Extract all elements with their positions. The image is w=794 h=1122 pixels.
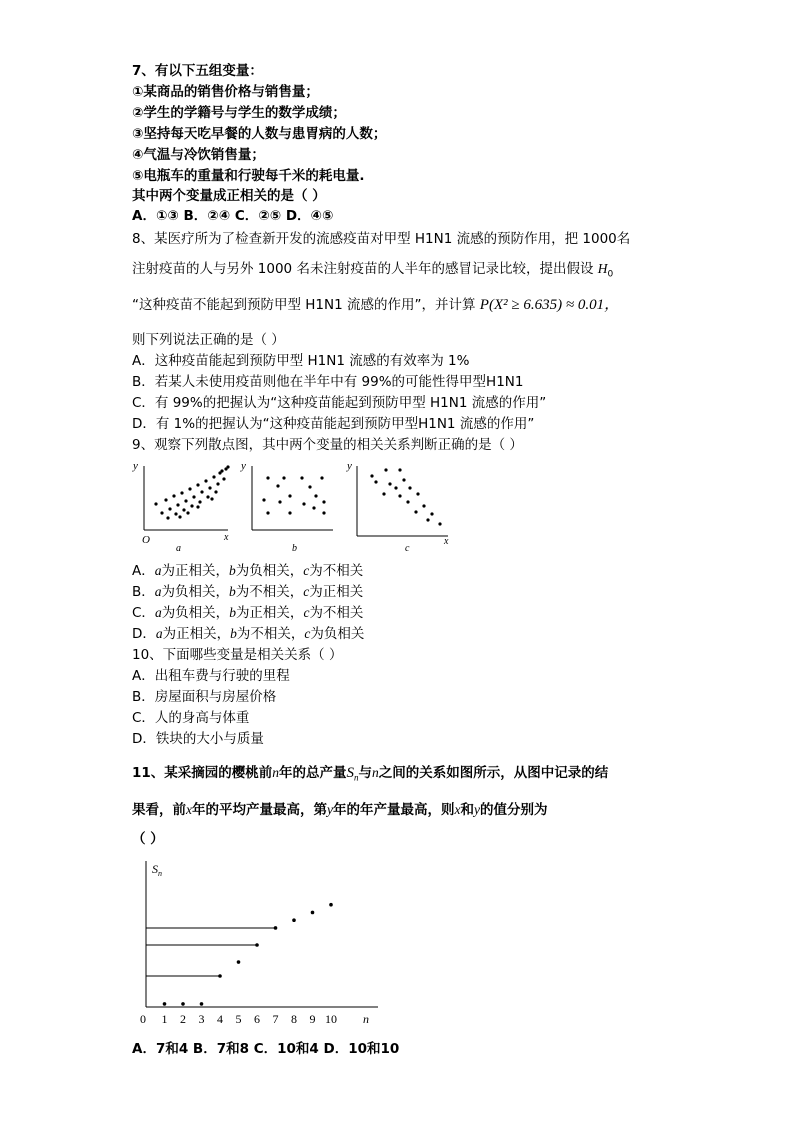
probability-formula: P(X² ≥ 6.635) ≈ 0.01， — [479, 297, 620, 313]
q7-item-4: ④气温与冷饮销售量； — [132, 147, 265, 163]
scatter-point — [278, 500, 281, 503]
chart-point — [237, 960, 241, 964]
scatter-point — [176, 503, 179, 506]
var-a: a — [155, 626, 163, 641]
scatter-point — [204, 479, 207, 482]
var-a: a — [154, 563, 162, 578]
scatter-point — [300, 476, 303, 479]
scatter-point — [408, 486, 411, 489]
q7-item-1: ①某商品的销售价格与销售量； — [132, 84, 319, 100]
plot-b-y-label: y — [241, 460, 246, 472]
opt-text: 为正相关， — [162, 626, 231, 642]
scatter-point — [200, 490, 203, 493]
chart-y-label: $S_n$ — [152, 862, 162, 878]
scatter-point — [168, 507, 171, 510]
var-S: S — [346, 765, 355, 781]
scatter-plots-figure — [128, 458, 458, 558]
scatter-point — [320, 476, 323, 479]
plot-a-y-label: y — [133, 460, 138, 472]
q11-options: A．7和4 B．7和8 C．10和4 D．10和10 — [132, 1041, 400, 1057]
scatter-point — [180, 491, 183, 494]
opt-text: 为负相关 — [310, 626, 365, 642]
chart-x-label: n — [363, 1012, 369, 1026]
scatter-point — [216, 482, 219, 485]
q11-text: 果看，前 — [132, 802, 186, 818]
scatter-point — [426, 518, 429, 521]
opt-text: 为正相关， — [235, 605, 304, 621]
scatter-point — [160, 511, 163, 514]
scatter-point — [164, 498, 167, 501]
scatter-point — [182, 508, 185, 511]
chart-tick-labels — [140, 1012, 337, 1026]
q11-text: 年的年产量最高，则 — [333, 802, 455, 818]
var-x: x — [454, 802, 461, 817]
opt-text: 为不相关 — [309, 605, 364, 621]
plot-b-points — [262, 476, 325, 514]
opt-text: 为正相关 — [309, 584, 364, 600]
opt-letter: A． — [132, 563, 155, 579]
x-tick-label: 6 — [254, 1012, 260, 1026]
var-n: n — [272, 765, 280, 780]
scatter-point — [154, 502, 157, 505]
var-a: a — [154, 584, 162, 599]
x-tick-label: 2 — [180, 1012, 186, 1026]
var-a: a — [154, 605, 162, 620]
var-x: x — [186, 802, 192, 817]
opt-text: 为负相关， — [161, 584, 230, 600]
q7-question: 其中两个变量成正相关的是（ ） — [132, 188, 326, 204]
q8-option-b: B．若某人未使用疫苗则他在半年中有 99%的可能性得甲型H1N1 — [132, 374, 524, 390]
var-c: c — [303, 605, 310, 620]
scatter-point — [384, 468, 387, 471]
q10-option-a: A．出租车费与行驶的里程 — [132, 668, 290, 684]
var-b: b — [229, 584, 236, 599]
scatter-plot-b — [240, 460, 333, 554]
x-tick-label: 8 — [291, 1012, 297, 1026]
q10-option-b: B．房屋面积与房屋价格 — [132, 689, 277, 705]
production-chart — [130, 855, 390, 1030]
scatter-point — [174, 512, 177, 515]
plot-b-caption: b — [292, 543, 297, 554]
var-c: c — [303, 563, 310, 578]
hypothesis-subscript: 0 — [607, 269, 614, 280]
scatter-point — [282, 476, 285, 479]
scatter-point — [288, 511, 291, 514]
var-n: n — [372, 765, 379, 780]
scatter-point — [196, 483, 199, 486]
chart-point — [329, 903, 333, 907]
var-b: b — [229, 605, 236, 620]
q11-text: 和 — [460, 802, 474, 818]
plot-a-points — [154, 465, 229, 519]
opt-letter: B． — [132, 584, 155, 600]
chart-point — [311, 911, 315, 915]
q8-line2 — [132, 260, 613, 284]
q11-line2 — [132, 801, 548, 819]
chart-point — [255, 943, 259, 947]
scatter-point — [322, 511, 325, 514]
q11-line1 — [132, 764, 608, 787]
plot-c-x-label: x — [444, 536, 449, 547]
scatter-point — [312, 506, 315, 509]
q9-stem: 9、观察下列散点图，其中两个变量的相关关系判断正确的是（ ） — [132, 437, 523, 453]
scatter-point — [370, 474, 373, 477]
q11-text: 11、某采摘园的樱桃前 — [132, 765, 273, 781]
scatter-point — [382, 492, 385, 495]
plot-c-y-label: y — [347, 460, 352, 472]
hypothesis-symbol: H — [597, 261, 608, 276]
opt-text: 为负相关， — [161, 605, 230, 621]
x-tick-label: 7 — [272, 1012, 279, 1026]
scatter-point — [276, 484, 279, 487]
scatter-point — [288, 494, 291, 497]
scatter-point — [302, 502, 305, 505]
chart-point — [163, 1002, 167, 1006]
x-tick-label: 1 — [161, 1012, 168, 1026]
plot-a-x-label: x — [224, 532, 229, 543]
opt-text: 为正相关， — [161, 563, 229, 579]
var-c: c — [304, 626, 311, 641]
scatter-point — [222, 477, 225, 480]
opt-text: 为负相关， — [235, 563, 304, 579]
x-tick-label: 10 — [325, 1012, 337, 1026]
x-tick-label: 9 — [309, 1012, 316, 1026]
scatter-point — [206, 495, 209, 498]
scatter-point — [208, 486, 211, 489]
q8-line4: 则下列说法正确的是（ ） — [132, 332, 285, 348]
opt-letter: C． — [132, 605, 155, 621]
q8-line1: 8、某医疗所为了检查新开发的流感疫苗对甲型 H1N1 流感的预防作用，把 1000名 — [132, 231, 631, 247]
scatter-point — [220, 469, 223, 472]
q8-option-a: A．这种疫苗能起到预防甲型 H1N1 流感的有效率为 1% — [132, 353, 470, 369]
opt-letter: D． — [132, 626, 156, 642]
chart-reference-lines — [146, 928, 276, 976]
chart-point — [218, 974, 222, 978]
q11-text: 之间的关系如图所示，从图中记录的结 — [378, 765, 609, 781]
scatter-point — [190, 504, 193, 507]
q8-line3 — [132, 296, 619, 314]
x-tick-label: 4 — [217, 1012, 223, 1026]
scatter-point — [422, 504, 425, 507]
q10-option-c: C．人的身高与体重 — [132, 710, 250, 726]
opt-text: 为不相关， — [236, 626, 305, 642]
q7-stem: 7、有以下五组变量： — [132, 63, 263, 79]
opt-text: 为不相关 — [309, 563, 364, 579]
scatter-point — [438, 522, 441, 525]
scatter-point — [178, 515, 181, 518]
scatter-point — [406, 500, 409, 503]
x-tick-label: 3 — [198, 1012, 205, 1026]
scatter-point — [198, 500, 201, 503]
q11-line3: （ ） — [132, 831, 164, 847]
scatter-point — [394, 486, 397, 489]
scatter-point — [308, 485, 311, 488]
q8-line3-text: “这种疫苗不能起到预防甲型 H1N1 流感的作用”，并计算 — [132, 297, 476, 313]
scatter-point — [266, 511, 269, 514]
q8-line2-text: 注射疫苗的人与另外 1000 名未注射疫苗的人半年的感冒记录比较，提出假设 — [132, 261, 594, 277]
scatter-point — [398, 468, 401, 471]
var-y: y — [327, 802, 333, 817]
chart-point — [200, 1002, 204, 1006]
q7-item-5: ⑤电瓶车的重量和行驶每千米的耗电量. — [132, 168, 365, 184]
var-S-sub: n — [354, 772, 359, 783]
scatter-point — [210, 497, 213, 500]
q9-option-c — [132, 604, 363, 622]
scatter-point — [186, 511, 189, 514]
chart-points — [163, 903, 333, 1006]
q11-text: 年的平均产量最高，第 — [192, 802, 327, 818]
scatter-point — [416, 492, 419, 495]
scatter-point — [214, 490, 217, 493]
chart-point — [274, 926, 278, 930]
opt-text: 为不相关， — [235, 584, 304, 600]
var-c: c — [303, 584, 310, 599]
plot-a-origin: O — [142, 534, 150, 546]
q8-option-d: D．有 1%的把握认为“这种疫苗能起到预防甲型H1N1 流感的作用” — [132, 416, 535, 432]
q10-stem: 10、下面哪些变量是相关关系（ ） — [132, 647, 343, 663]
q11-text: 与 — [358, 765, 373, 781]
plot-a-caption: a — [176, 543, 181, 554]
scatter-point — [266, 476, 269, 479]
scatter-point — [430, 512, 433, 515]
scatter-point — [212, 475, 215, 478]
scatter-point — [402, 478, 405, 481]
plot-c-points — [370, 468, 441, 525]
scatter-point — [322, 500, 325, 503]
scatter-point — [398, 494, 401, 497]
q9-option-b — [132, 583, 363, 601]
plot-c-caption: c — [405, 543, 410, 554]
var-b: b — [230, 626, 237, 641]
scatter-point — [192, 495, 195, 498]
q7-item-3: ③坚持每天吃早餐的人数与患胃病的人数； — [132, 126, 387, 142]
scatter-plot-c — [346, 460, 449, 554]
scatter-point — [374, 480, 377, 483]
scatter-plot-a — [132, 460, 230, 554]
scatter-point — [226, 465, 229, 468]
q11-text: 的值分别为 — [480, 802, 548, 818]
scatter-point — [314, 494, 317, 497]
var-y: y — [474, 802, 480, 817]
scatter-point — [196, 505, 199, 508]
scatter-point — [166, 516, 169, 519]
x-tick-label: 5 — [235, 1012, 242, 1026]
q10-option-d: D．铁块的大小与质量 — [132, 731, 264, 747]
scatter-point — [414, 510, 417, 513]
scatter-point — [172, 494, 175, 497]
q11-text: 年的总产量 — [279, 765, 347, 781]
scatter-point — [262, 498, 265, 501]
q9-option-d — [132, 625, 364, 643]
chart-point — [292, 918, 296, 922]
q7-item-2: ②学生的学籍号与学生的数学成绩； — [132, 105, 346, 121]
q8-option-c: C．有 99%的把握认为“这种疫苗能起到预防甲型 H1N1 流感的作用” — [132, 395, 547, 411]
q9-option-a — [132, 562, 363, 580]
chart-point — [181, 1002, 185, 1006]
var-b: b — [229, 563, 236, 578]
scatter-point — [188, 487, 191, 490]
scatter-point — [184, 499, 187, 502]
scatter-point — [388, 482, 391, 485]
x-tick-label: 0 — [140, 1012, 146, 1026]
q7-options: A．①③ B．②④ C．②⑤ D．④⑤ — [132, 208, 334, 224]
